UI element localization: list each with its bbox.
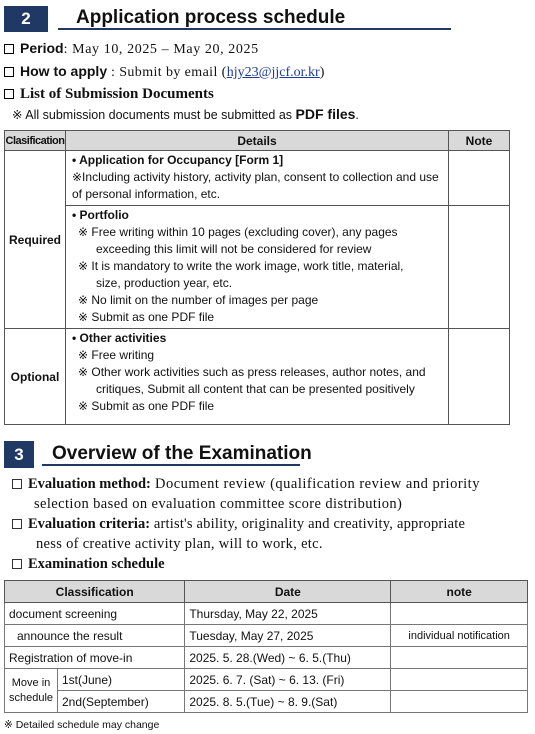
portfolio-title: • Portfolio <box>72 208 129 222</box>
checkbox-icon <box>12 519 22 529</box>
criteria-line-2: ness of creative activity plan, will to work, etc. <box>36 536 323 552</box>
row-note <box>391 669 528 691</box>
checkbox-icon <box>4 44 14 54</box>
portfolio-item: ※ No limit on the number of images per page <box>78 293 319 307</box>
docs-note <box>12 106 359 122</box>
portfolio-cell <box>66 206 449 329</box>
table-row <box>5 625 528 647</box>
method-value: Document review (qualification review and priority <box>150 476 480 492</box>
apply-line <box>4 63 324 81</box>
portfolio-item: ※ Submit as one PDF file <box>78 310 215 324</box>
footnote: ※ Detailed schedule may change <box>4 719 160 731</box>
row-label: document screening <box>5 603 185 625</box>
period-label: Period <box>20 40 64 56</box>
row-note: individual notification <box>391 625 528 647</box>
docs-line <box>4 85 214 103</box>
note-cell <box>449 151 510 206</box>
header-classification: Classification <box>5 581 185 603</box>
note-cell <box>449 329 510 425</box>
row-label: 2nd(September) <box>58 691 185 713</box>
other-title: • Other activities <box>72 331 167 345</box>
criteria-line <box>12 516 465 533</box>
method-line-2: selection based on evaluation committee score distribution) <box>34 496 403 512</box>
period-line <box>4 40 259 58</box>
schedule-line <box>12 556 165 573</box>
movein-label: Move in schedule <box>5 669 58 713</box>
checkbox-icon <box>4 67 14 77</box>
checkbox-icon <box>12 479 22 489</box>
period-value: : May 10, 2025 – May 20, 2025 <box>63 42 259 57</box>
table-row <box>5 691 528 713</box>
occupancy-note: ※Including activity history, activity plan, consent to collection and use of personal information, etc. <box>72 170 439 201</box>
section-number-badge: 3 <box>4 441 34 468</box>
docs-note-suffix: . <box>355 108 359 122</box>
apply-label: How to apply <box>20 63 108 79</box>
header-note: note <box>391 581 528 603</box>
row-date: Thursday, May 22, 2025 <box>185 603 391 625</box>
criteria-value: artist's ability, originality and creativity, appropriate <box>150 516 466 532</box>
section-number-badge: 2 <box>4 6 48 32</box>
header-date: Date <box>185 581 391 603</box>
criteria-label: Evaluation criteria: <box>28 516 151 532</box>
occupancy-cell <box>66 151 449 206</box>
table-row <box>5 603 528 625</box>
submission-table <box>4 130 510 425</box>
other-item: ※ Submit as one PDF file <box>78 399 215 413</box>
checkbox-icon <box>4 89 14 99</box>
header-classification: Clasification <box>5 131 66 151</box>
checkbox-icon <box>12 559 22 569</box>
row-label: announce the result <box>5 625 185 647</box>
table-row <box>5 669 528 691</box>
schedule-label: Examination schedule <box>28 556 165 572</box>
row-date: 2025. 6. 7. (Sat) ~ 6. 13. (Fri) <box>185 669 391 691</box>
header-note: Note <box>449 131 510 151</box>
note-cell <box>449 206 510 329</box>
method-line <box>12 476 480 493</box>
section-title: Overview of the Examination <box>42 441 300 466</box>
section-title: Application process schedule <box>58 6 451 30</box>
occupancy-title: • Application for Occupancy [Form 1] <box>72 153 284 167</box>
portfolio-item: ※ Free writing within 10 pages (excluding cover), any pages <box>78 225 398 239</box>
other-item: ※ Other work activities such as press releases, author notes, and <box>78 365 426 379</box>
optional-label: Optional <box>5 329 66 425</box>
portfolio-item: ※ It is mandatory to write the work image, work title, material, <box>78 259 404 273</box>
method-label: Evaluation method: <box>28 476 151 492</box>
portfolio-item: exceeding this limit will not be considered for review <box>96 242 372 256</box>
row-note <box>391 647 528 669</box>
row-label: Registration of move-in <box>5 647 185 669</box>
apply-suffix: ) <box>319 65 325 80</box>
email-link[interactable]: hjy23@jjcf.or.kr <box>226 65 320 80</box>
docs-label: List of Submission Documents <box>20 86 214 102</box>
schedule-table <box>4 580 528 713</box>
row-note <box>391 603 528 625</box>
required-label: Required <box>5 151 66 329</box>
portfolio-item: size, production year, etc. <box>96 276 233 290</box>
other-activities-cell <box>66 329 449 425</box>
other-item: critiques, Submit all content that can be presented positively <box>96 382 415 396</box>
row-date: 2025. 8. 5.(Tue) ~ 8. 9.(Sat) <box>185 691 391 713</box>
apply-prefix: : Submit by email ( <box>107 65 227 80</box>
row-date: 2025. 5. 28.(Wed) ~ 6. 5.(Thu) <box>185 647 391 669</box>
docs-note-prefix: ※ All submission documents must be submitted as <box>12 108 296 122</box>
table-row <box>5 647 528 669</box>
row-note <box>391 691 528 713</box>
header-details: Details <box>66 131 449 151</box>
row-label: 1st(June) <box>58 669 185 691</box>
row-date: Tuesday, May 27, 2025 <box>185 625 391 647</box>
other-item: ※ Free writing <box>78 348 155 362</box>
docs-note-bold: PDF files <box>295 106 356 122</box>
